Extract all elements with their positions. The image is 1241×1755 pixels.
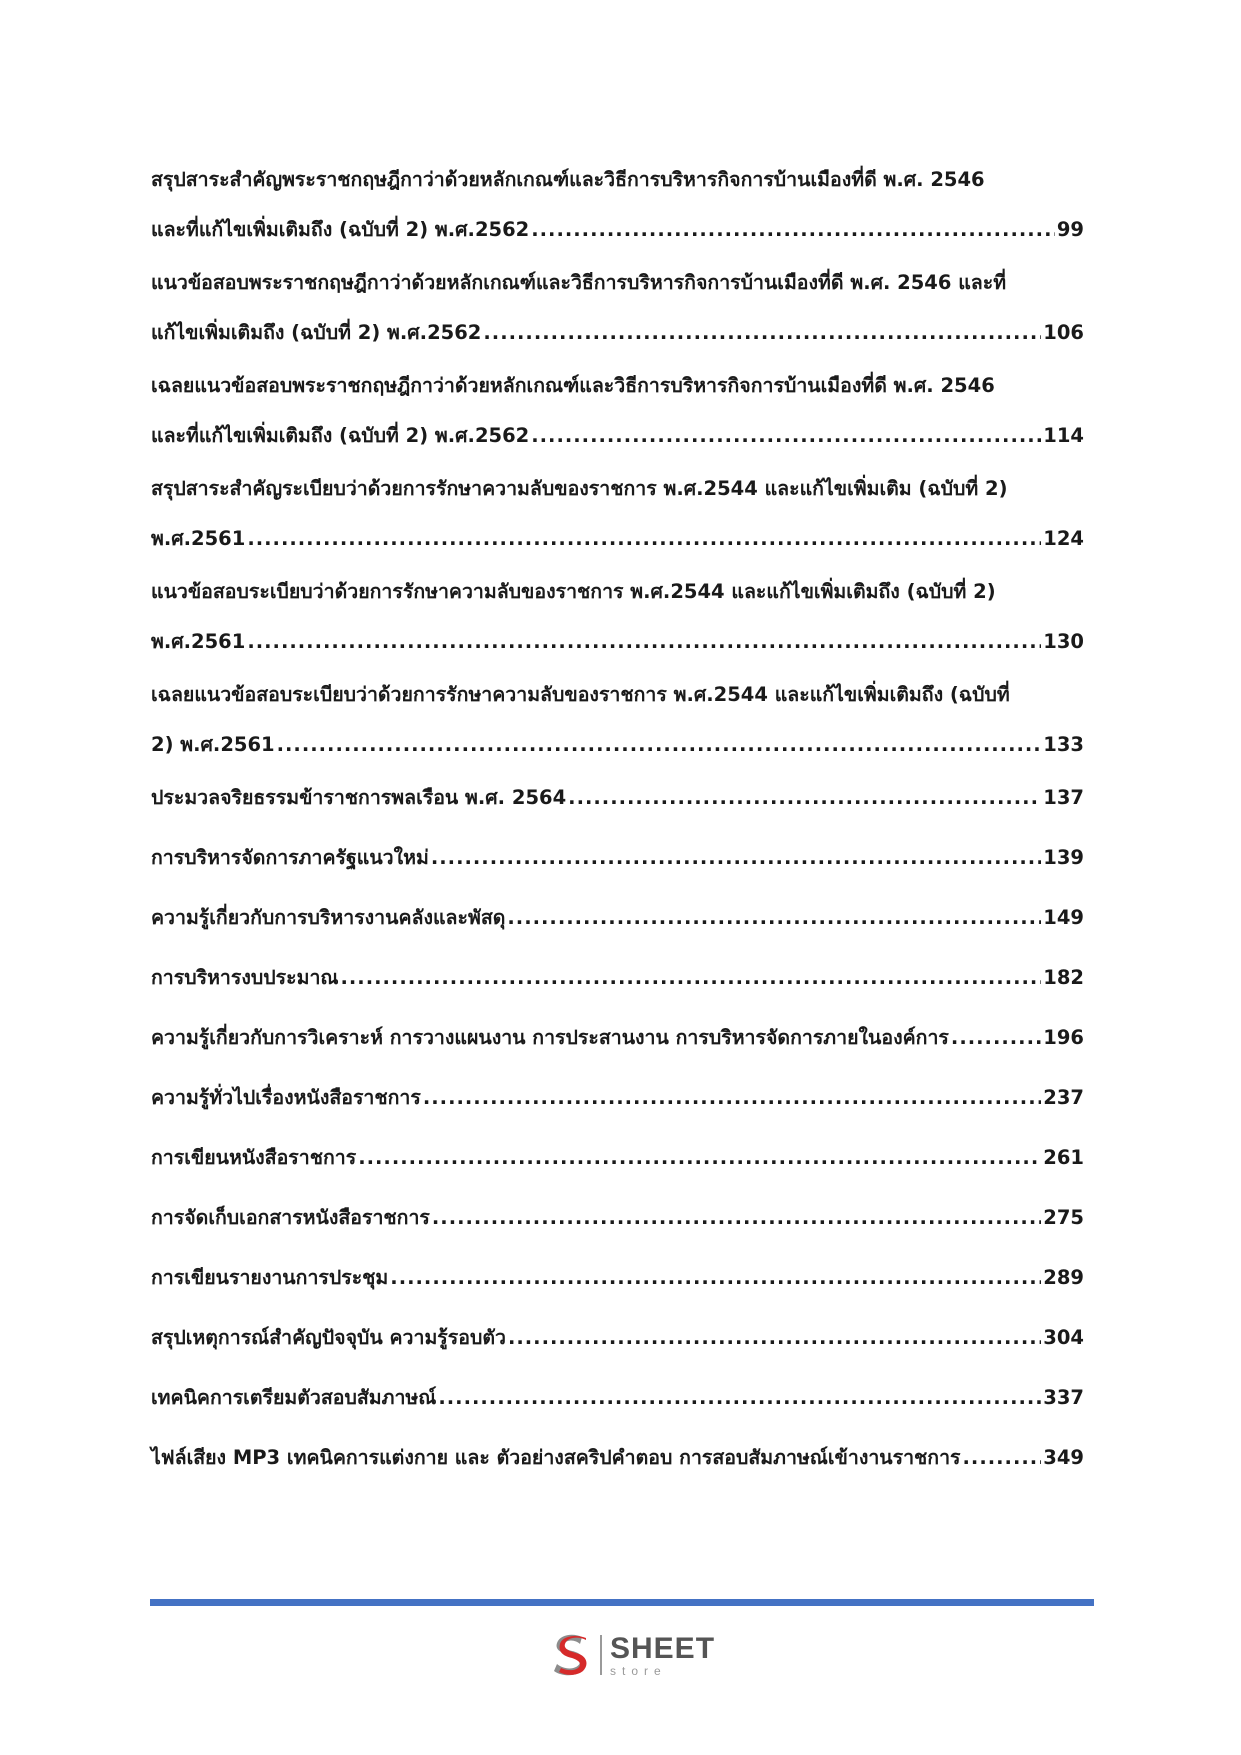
dot-leader <box>531 205 1055 255</box>
dot-leader <box>432 1193 1041 1243</box>
toc-page-number: 133 <box>1043 733 1084 756</box>
toc-entry-title-line: เฉลยแนวข้อสอบระเบียบว่าด้วยการรักษาความลับของราชการ พ.ศ.2544 และแก้ไขเพิ่มเติมถึง (ฉบับที่ <box>151 683 1010 706</box>
toc-entry-title-line: การจัดเก็บเอกสารหนังสือราชการ <box>151 1206 430 1229</box>
logo-separator <box>600 1635 602 1675</box>
sheet-store-logo <box>548 1629 728 1681</box>
toc-entry-title-line: แก้ไขเพิ่มเติมถึง (ฉบับที่ 2) พ.ศ.2562 <box>151 321 482 344</box>
toc-page-number: 337 <box>1043 1386 1084 1409</box>
toc-page-number: 304 <box>1043 1326 1084 1349</box>
toc-entry-title-line: และที่แก้ไขเพิ่มเติมถึง (ฉบับที่ 2) พ.ศ.2562 <box>151 424 530 447</box>
dot-leader <box>507 893 1041 943</box>
dot-leader <box>951 1013 1041 1063</box>
toc-entry-title-line: เฉลยแนวข้อสอบพระราชกฤษฎีกาว่าด้วยหลักเกณฑ์และวิธีการบริหารกิจการบ้านเมืองที่ดี พ.ศ. 2546 <box>151 374 995 397</box>
toc-entry-title-line: สรุปสาระสำคัญพระราชกฤษฎีกาว่าด้วยหลักเกณฑ์และวิธีการบริหารกิจการบ้านเมืองที่ดี พ.ศ. 2546 <box>151 168 985 191</box>
dot-leader <box>247 617 1041 667</box>
toc-entry[interactable] <box>151 361 1084 461</box>
logo-sub-text: store <box>610 1663 667 1678</box>
toc-entry[interactable] <box>151 567 1084 667</box>
dot-leader <box>423 1073 1041 1123</box>
dot-leader <box>483 308 1041 358</box>
dot-leader <box>438 1373 1041 1423</box>
toc-entry-title-line: ความรู้เกี่ยวกับการวิเคราะห์ การวางแผนงาน การประสานงาน การบริหารจัดการภายในองค์การ <box>151 1026 949 1049</box>
toc-entry-title-line: เทคนิคการเตรียมตัวสอบสัมภาษณ์ <box>151 1386 437 1409</box>
toc-entry-title-line: สรุปสาระสำคัญระเบียบว่าด้วยการรักษาความลับของราชการ พ.ศ.2544 และแก้ไขเพิ่มเติม (ฉบับที่ 2) <box>151 477 1008 500</box>
toc-page-number: 137 <box>1043 786 1084 809</box>
toc-entry[interactable] <box>151 1013 1084 1063</box>
toc-entry-title-line: แนวข้อสอบพระราชกฤษฎีกาว่าด้วยหลักเกณฑ์และวิธีการบริหารกิจการบ้านเมืองที่ดี พ.ศ. 2546 และที่ <box>151 271 1007 294</box>
toc-entry-title-line: แนวข้อสอบระเบียบว่าด้วยการรักษาความลับของราชการ พ.ศ.2544 และแก้ไขเพิ่มเติมถึง (ฉบับที่ 2) <box>151 580 996 603</box>
toc-entry[interactable] <box>151 670 1084 770</box>
dot-leader <box>431 833 1041 883</box>
toc-page-number: 275 <box>1043 1206 1084 1229</box>
toc-entry-title-line: การเขียนรายงานการประชุม <box>151 1266 389 1289</box>
toc-page-number: 139 <box>1043 846 1084 869</box>
dot-leader <box>531 411 1041 461</box>
toc-page-number: 289 <box>1043 1266 1084 1289</box>
toc-page-number: 149 <box>1043 906 1084 929</box>
toc-entry-title-line: การบริหารจัดการภาครัฐแนวใหม่ <box>151 846 429 869</box>
table-of-contents <box>151 155 1084 1493</box>
toc-page-number: 99 <box>1056 218 1084 241</box>
dot-leader <box>963 1433 1042 1483</box>
toc-entry[interactable] <box>151 258 1084 358</box>
toc-entry-title-line: ความรู้เกี่ยวกับการบริหารงานคลังและพัสดุ <box>151 906 506 929</box>
toc-entry[interactable] <box>151 773 1084 823</box>
toc-page-number: 349 <box>1043 1446 1084 1469</box>
sheet-store-logo-icon <box>548 1631 594 1679</box>
toc-entry-title-line: และที่แก้ไขเพิ่มเติมถึง (ฉบับที่ 2) พ.ศ.2562 <box>151 218 530 241</box>
toc-entry[interactable] <box>151 1073 1084 1123</box>
toc-entry[interactable] <box>151 1433 1084 1483</box>
toc-entry[interactable] <box>151 893 1084 943</box>
toc-entry-title-line: สรุปเหตุการณ์สำคัญปัจจุบัน ความรู้รอบตัว <box>151 1326 506 1349</box>
dot-leader <box>247 514 1041 564</box>
dot-leader <box>568 773 1041 823</box>
toc-entry-title-line: พ.ศ.2561 <box>151 630 246 653</box>
toc-entry[interactable] <box>151 1313 1084 1363</box>
toc-page-number: 237 <box>1043 1086 1084 1109</box>
toc-page-number: 182 <box>1043 966 1084 989</box>
toc-entry-title-line: ประมวลจริยธรรมข้าราชการพลเรือน พ.ศ. 2564 <box>151 786 567 809</box>
toc-entry[interactable] <box>151 1253 1084 1303</box>
dot-leader <box>390 1253 1041 1303</box>
toc-entry-title-line: การเขียนหนังสือราชการ <box>151 1146 357 1169</box>
toc-entry-title-line: 2) พ.ศ.2561 <box>151 733 275 756</box>
dot-leader <box>508 1313 1041 1363</box>
toc-entry-title-line: ความรู้ทั่วไปเรื่องหนังสือราชการ <box>151 1086 421 1109</box>
toc-entry[interactable] <box>151 1133 1084 1183</box>
toc-entry[interactable] <box>151 1193 1084 1243</box>
toc-page-number: 261 <box>1043 1146 1084 1169</box>
toc-entry[interactable] <box>151 953 1084 1003</box>
toc-page-number: 130 <box>1043 630 1084 653</box>
footer-rule <box>150 1599 1094 1606</box>
dot-leader <box>340 953 1041 1003</box>
toc-entry[interactable] <box>151 155 1084 255</box>
toc-entry-title-line: ไฟล์เสียง MP3 เทคนิคการแต่งกาย และ ตัวอย่างสคริปคำตอบ การสอบสัมภาษณ์เข้างานราชการ <box>151 1446 961 1469</box>
toc-page-number: 196 <box>1043 1026 1084 1049</box>
toc-entry[interactable] <box>151 833 1084 883</box>
toc-page-number: 106 <box>1043 321 1084 344</box>
toc-entry-title-line: การบริหารงบประมาณ <box>151 966 339 989</box>
dot-leader <box>277 720 1042 770</box>
toc-entry[interactable] <box>151 464 1084 564</box>
toc-entry-title-line: พ.ศ.2561 <box>151 527 246 550</box>
dot-leader <box>358 1133 1041 1183</box>
logo-brand-text: SHEET <box>610 1631 716 1665</box>
toc-entry[interactable] <box>151 1373 1084 1423</box>
toc-page-number: 114 <box>1043 424 1084 447</box>
toc-page-number: 124 <box>1043 527 1084 550</box>
